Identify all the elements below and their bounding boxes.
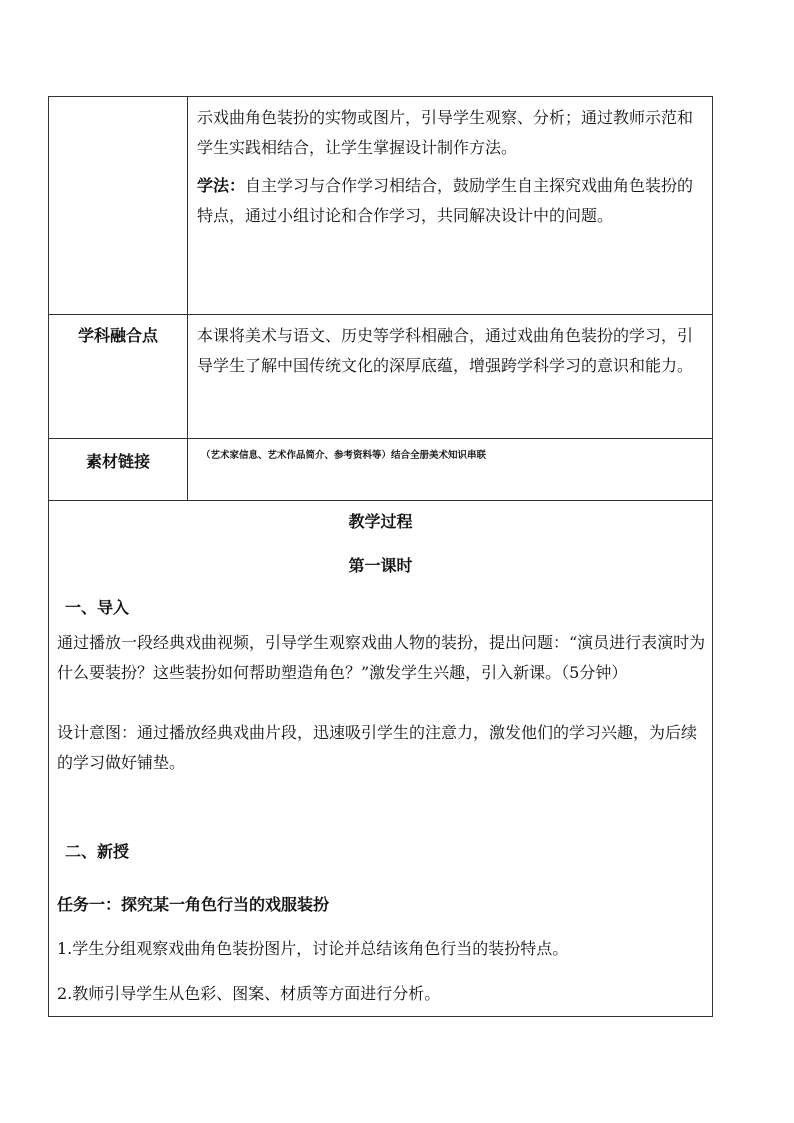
study-method-label: 学法：: [197, 176, 246, 195]
lesson-plan-table: [48, 96, 713, 1017]
integration-label: 学科融合点: [77, 326, 158, 345]
materials-row: [49, 439, 712, 501]
teaching-method-text: 示戏曲角色装扮的实物或图片，引导学生观察、分析；通过教师示范和学生实践相结合，让学生掌握设计制作方法。: [197, 108, 694, 157]
task1-title: 任务一：探究某一角色行当的戏服装扮: [57, 895, 330, 914]
materials-label: 素材链接: [85, 452, 150, 471]
process-row: [49, 501, 712, 1016]
task1-step2: 2.教师引导学生从色彩、图案、材质等方面进行分析。: [57, 984, 441, 1003]
design-intent-text: 设计意图：通过播放经典戏曲片段，迅速吸引学生的注意力，激发他们的学习兴趣，为后续的学习做好铺垫。: [57, 723, 698, 772]
methods-cell: [197, 103, 707, 231]
column-divider: [187, 315, 188, 439]
task1-step1: 1.学生分组观察戏曲角色装扮图片，讨论并总结该角色行当的装扮特点。: [57, 939, 569, 958]
materials-text: （艺术家信息、艺术作品简介、参考资料等）结合全册美术知识串联: [201, 450, 487, 461]
study-method-paragraph: [197, 171, 707, 231]
study-method-text: 自主学习与合作学习相结合，鼓励学生自主探究戏曲角色装扮的特点，通过小组讨论和合作学习，共同解决设计中的问题。: [197, 176, 694, 225]
methods-row: [49, 97, 712, 315]
lesson-title: 第一课时: [348, 556, 413, 575]
intro-heading: 一、导入: [65, 598, 130, 617]
column-divider: [187, 439, 188, 501]
new-lesson-heading: 二、新授: [65, 842, 130, 861]
intro-text: 通过播放一段经典戏曲视频，引导学生观察戏曲人物的装扮，提出问题：“演员进行表演时为什么要装扮？这些装扮如何帮助塑造角色？”激发学生兴趣，引入新课。（5分钟）: [57, 633, 706, 682]
process-title: 教学过程: [348, 512, 413, 531]
integration-text: 本课将美术与语文、历史等学科相融合，通过戏曲角色装扮的学习，引导学生了解中国传统文化的深厚底蕴，增强跨学科学习的意识和能力。: [197, 326, 694, 375]
integration-row: [49, 315, 712, 439]
column-divider: [187, 97, 188, 315]
